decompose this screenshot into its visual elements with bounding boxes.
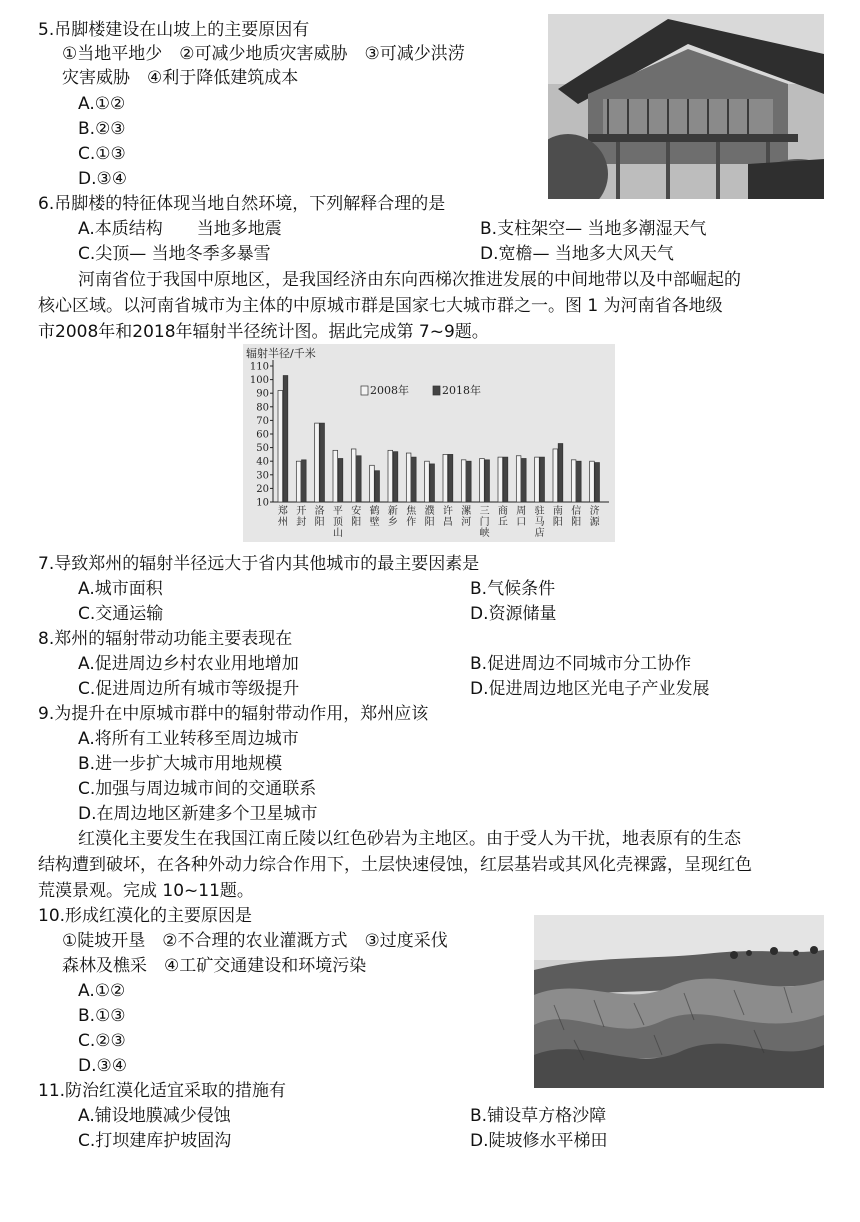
bar-2018年-濮阳 — [430, 464, 435, 502]
passage2-line1: 红漠化主要发生在我国江南丘陵以红色砂岩为主地区。由于受人为干扰，地表原有的生态 — [78, 829, 741, 849]
bar-2008年-安阳 — [351, 449, 356, 502]
bar-2018年-周口 — [522, 458, 527, 502]
q10-option-b: B.①③ — [78, 1006, 126, 1026]
y-tick-label: 40 — [256, 456, 269, 468]
bar-2008年-新乡 — [388, 450, 393, 502]
bar-2018年-新乡 — [393, 452, 398, 502]
bar-2008年-信阳 — [571, 460, 576, 502]
q5-option-b: B.②③ — [78, 119, 126, 139]
q5-option-d: D.③④ — [78, 169, 127, 189]
q9-option-a: A.将所有工业转移至周边城市 — [78, 729, 299, 749]
y-tick-label: 100 — [249, 375, 269, 387]
bar-2018年-开封 — [302, 460, 307, 502]
y-tick-label: 10 — [256, 497, 269, 509]
x-tick-label: 三门峡 — [479, 506, 490, 539]
bar-2008年-许昌 — [443, 454, 448, 502]
bar-2018年-安阳 — [357, 456, 362, 502]
q9-option-d: D.在周边地区新建多个卫星城市 — [78, 804, 318, 824]
q7-option-d: D.资源储量 — [470, 604, 557, 624]
bar-2008年-濮阳 — [425, 461, 430, 502]
q10-option-a: A.①② — [78, 981, 126, 1001]
y-tick-label: 110 — [249, 361, 269, 373]
bar-2018年-鹤壁 — [375, 471, 380, 502]
q6-stem: 6.吊脚楼的特征体现当地自然环境，下列解释合理的是 — [38, 194, 446, 214]
q6-option-a: A.本质结构 当地多地震 — [78, 219, 282, 239]
bar-2008年-焦作 — [406, 453, 411, 502]
x-tick-label: 周口 — [516, 506, 527, 528]
stilt-house-photo — [548, 14, 824, 199]
bar-2008年-平顶山 — [333, 450, 338, 502]
y-tick-label: 20 — [256, 483, 269, 495]
bar-2008年-郑州 — [278, 390, 283, 502]
q5-option-a: A.①② — [78, 94, 126, 114]
q5-items-line2: 灾害威胁 ④利于降低建筑成本 — [62, 68, 299, 88]
x-tick-label: 商丘 — [497, 506, 508, 528]
q9-option-c: C.加强与周边城市间的交通联系 — [78, 779, 317, 799]
passage1-line1: 河南省位于我国中原地区，是我国经济由东向西梯次推进发展的中间地带以及中部崛起的 — [78, 270, 741, 290]
q5-stem: 5.吊脚楼建设在山坡上的主要原因有 — [38, 20, 310, 40]
q7-option-a: A.城市面积 — [78, 579, 163, 599]
q8-option-c: C.促进周边所有城市等级提升 — [78, 679, 300, 699]
passage1-line2: 核心区域。以河南省城市为主体的中原城市群是国家七大城市群之一。图 1 为河南省各地级 — [38, 296, 723, 316]
q7-option-b: B.气候条件 — [470, 579, 556, 599]
bar-2018年-驻马店 — [540, 457, 545, 502]
x-tick-label: 济源 — [589, 506, 600, 528]
bar-2018年-郑州 — [283, 376, 288, 502]
q6-option-d: D.宽檐— 当地多大风天气 — [480, 244, 674, 264]
q6-option-c: C.尖顶— 当地冬季多暴雪 — [78, 244, 271, 264]
q8-option-b: B.促进周边不同城市分工协作 — [470, 654, 692, 674]
radiation-radius-chart — [243, 344, 615, 542]
q10-stem: 10.形成红漠化的主要原因是 — [38, 906, 253, 926]
x-tick-label: 濮阳 — [424, 506, 435, 528]
passage2-line3: 荒漠景观。完成 10~11题。 — [38, 881, 254, 901]
passage1-line3: 市2008年和2018年辐射半径统计图。据此完成第 7~9题。 — [38, 322, 489, 342]
q11-option-d: D.陡坡修水平梯田 — [470, 1131, 608, 1151]
legend-swatch-2008年 — [361, 386, 368, 395]
x-tick-label: 漯河 — [461, 506, 472, 528]
x-tick-label: 驻马店 — [534, 506, 545, 539]
y-tick-label: 50 — [256, 443, 269, 455]
x-tick-label: 焦作 — [406, 506, 417, 528]
bar-2018年-许昌 — [448, 454, 453, 502]
y-tick-label: 60 — [256, 429, 269, 441]
q8-option-a: A.促进周边乡村农业用地增加 — [78, 654, 299, 674]
bar-2008年-洛阳 — [315, 423, 320, 502]
y-tick-label: 70 — [256, 415, 269, 427]
bar-2008年-鹤壁 — [370, 465, 375, 502]
legend-label: 2008年 — [370, 384, 409, 397]
q11-stem: 11.防治红漠化适宜采取的措施有 — [38, 1081, 287, 1101]
bar-2008年-驻马店 — [535, 457, 540, 502]
y-tick-label: 90 — [256, 388, 269, 400]
q10-items-line1: ①陡坡开垦 ②不合理的农业灌溉方式 ③过度采伐 — [62, 931, 448, 951]
x-tick-label: 许昌 — [442, 506, 453, 528]
q5-option-c: C.①③ — [78, 144, 126, 164]
bar-2008年-漯河 — [461, 460, 466, 502]
red-desertification-photo — [534, 915, 824, 1088]
q9-stem: 9.为提升在中原城市群中的辐射带动作用，郑州应该 — [38, 704, 429, 724]
bar-2008年-南阳 — [553, 449, 558, 502]
y-axis-label: 辐射半径/千米 — [246, 347, 316, 360]
legend-swatch-2018年 — [433, 386, 440, 395]
q8-stem: 8.郑州的辐射带动功能主要表现在 — [38, 629, 293, 649]
q6-option-b: B.支柱架空— 当地多潮湿天气 — [480, 219, 707, 239]
x-tick-label: 郑州 — [277, 506, 288, 528]
x-tick-label: 新乡 — [387, 506, 398, 528]
bar-2018年-焦作 — [412, 457, 417, 502]
bar-2018年-平顶山 — [338, 458, 343, 502]
y-tick-label: 30 — [256, 470, 269, 482]
x-tick-label: 南阳 — [552, 506, 563, 528]
q8-option-d: D.促进周边地区光电子产业发展 — [470, 679, 710, 699]
bar-2018年-商丘 — [503, 457, 508, 502]
bar-2018年-洛阳 — [320, 423, 325, 502]
bar-2008年-商丘 — [498, 457, 503, 502]
bar-2018年-信阳 — [577, 461, 582, 502]
bar-2018年-漯河 — [467, 461, 472, 502]
q10-items-line2: 森林及樵采 ④工矿交通建设和环境污染 — [62, 956, 367, 976]
q7-stem: 7.导致郑州的辐射半径远大于省内其他城市的最主要因素是 — [38, 554, 480, 574]
bar-2008年-开封 — [296, 461, 301, 502]
legend-label: 2018年 — [442, 384, 481, 397]
bar-2008年-济源 — [590, 461, 595, 502]
q9-option-b: B.进一步扩大城市用地规模 — [78, 754, 283, 774]
bar-2018年-三门峡 — [485, 460, 490, 502]
q11-option-c: C.打坝建库护坡固沟 — [78, 1131, 232, 1151]
x-tick-label: 洛阳 — [314, 506, 325, 528]
bar-2008年-周口 — [516, 456, 521, 502]
bar-2018年-南阳 — [558, 444, 563, 502]
x-tick-label: 鹤壁 — [369, 506, 380, 528]
y-tick-label: 80 — [256, 402, 269, 414]
x-tick-label: 开封 — [296, 506, 307, 528]
q10-option-d: D.③④ — [78, 1056, 127, 1076]
q5-items-line1: ①当地平地少 ②可减少地质灾害威胁 ③可减少洪涝 — [62, 44, 465, 64]
q10-option-c: C.②③ — [78, 1031, 126, 1051]
q11-option-b: B.铺设草方格沙障 — [470, 1106, 607, 1126]
q7-option-c: C.交通运输 — [78, 604, 164, 624]
q11-option-a: A.铺设地膜减少侵蚀 — [78, 1106, 231, 1126]
passage2-line2: 结构遭到破坏，在各种外动力综合作用下，土层快速侵蚀，红层基岩或其风化壳裸露，呈现红色 — [38, 855, 752, 875]
bar-2018年-济源 — [595, 463, 600, 502]
x-tick-label: 安阳 — [351, 506, 362, 528]
x-tick-label: 平顶山 — [332, 506, 343, 539]
x-tick-label: 信阳 — [571, 506, 582, 528]
bar-2008年-三门峡 — [480, 458, 485, 502]
